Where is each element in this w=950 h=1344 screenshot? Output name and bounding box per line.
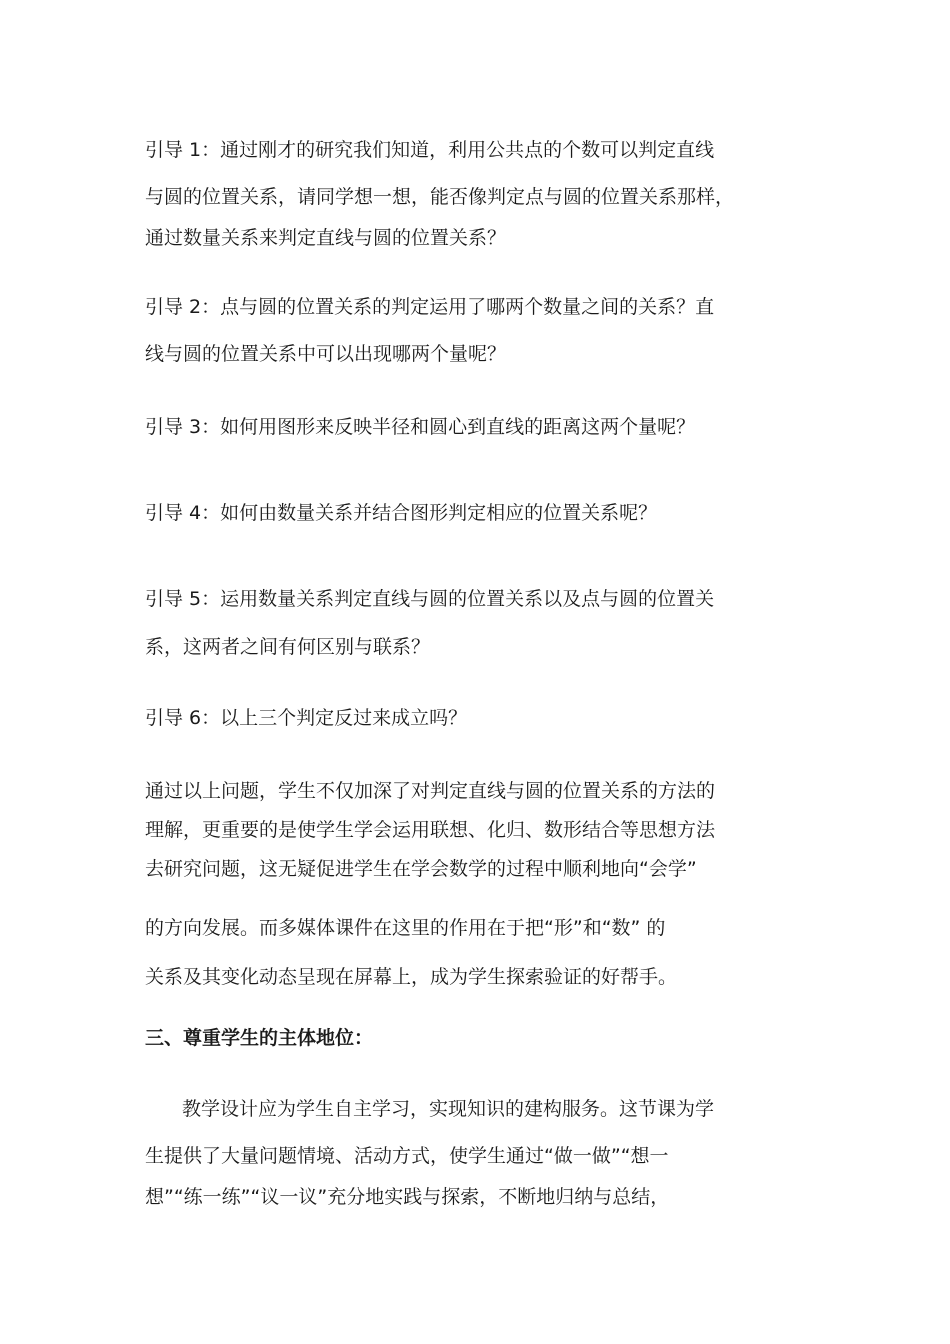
body-line-1: 教学设计应为学生自主学习，实现知识的建构服务。这节课为学 (182, 1098, 715, 1120)
guide-1-line-2: 与圆的位置关系，请同学想一想，能否像判定点与圆的位置关系那样， (145, 186, 735, 208)
guide-2-line-2: 线与圆的位置关系中可以出现哪两个量呢？ (145, 343, 507, 365)
guide-4-line-1: 引导 4：如何由数量关系并结合图形判定相应的位置关系呢？ (145, 502, 658, 524)
guide-3-line-1: 引导 3：如何用图形来反映半径和圆心到直线的距离这两个量呢？ (145, 416, 696, 438)
summary-line-4: 的方向发展。而多媒体课件在这里的作用在于把“形”和“数” 的 (145, 917, 666, 939)
summary-line-3: 去研究问题，这无疑促进学生在学会数学的过程中顺利地向“会学” (145, 858, 697, 880)
guide-1-line-1: 引导 1：通过刚才的研究我们知道，利用公共点的个数可以判定直线 (145, 139, 715, 161)
guide-6-line-1: 引导 6：以上三个判定反过来成立吗？ (145, 707, 468, 729)
body-line-2: 生提供了大量问题情境、活动方式，使学生通过“做一做”“想一 (145, 1145, 669, 1167)
body-line-3: 想”“练一练”“议一议”充分地实践与探索，不断地归纳与总结， (145, 1186, 670, 1208)
section-heading: 三、尊重学生的主体地位： (145, 1027, 374, 1049)
guide-1-line-3: 通过数量关系来判定直线与圆的位置关系？ (145, 227, 507, 249)
guide-5-line-2: 系，这两者之间有何区别与联系？ (145, 636, 431, 658)
summary-line-2: 理解，更重要的是使学生学会运用联想、化归、数形结合等思想方法 (145, 819, 716, 841)
guide-2-line-1: 引导 2：点与圆的位置关系的判定运用了哪两个数量之间的关系？直 (145, 296, 715, 318)
summary-line-1: 通过以上问题，学生不仅加深了对判定直线与圆的位置关系的方法的 (145, 780, 716, 802)
guide-5-line-1: 引导 5：运用数量关系判定直线与圆的位置关系以及点与圆的位置关 (145, 588, 715, 610)
summary-line-5: 关系及其变化动态呈现在屏幕上，成为学生探索验证的好帮手。 (145, 966, 678, 988)
